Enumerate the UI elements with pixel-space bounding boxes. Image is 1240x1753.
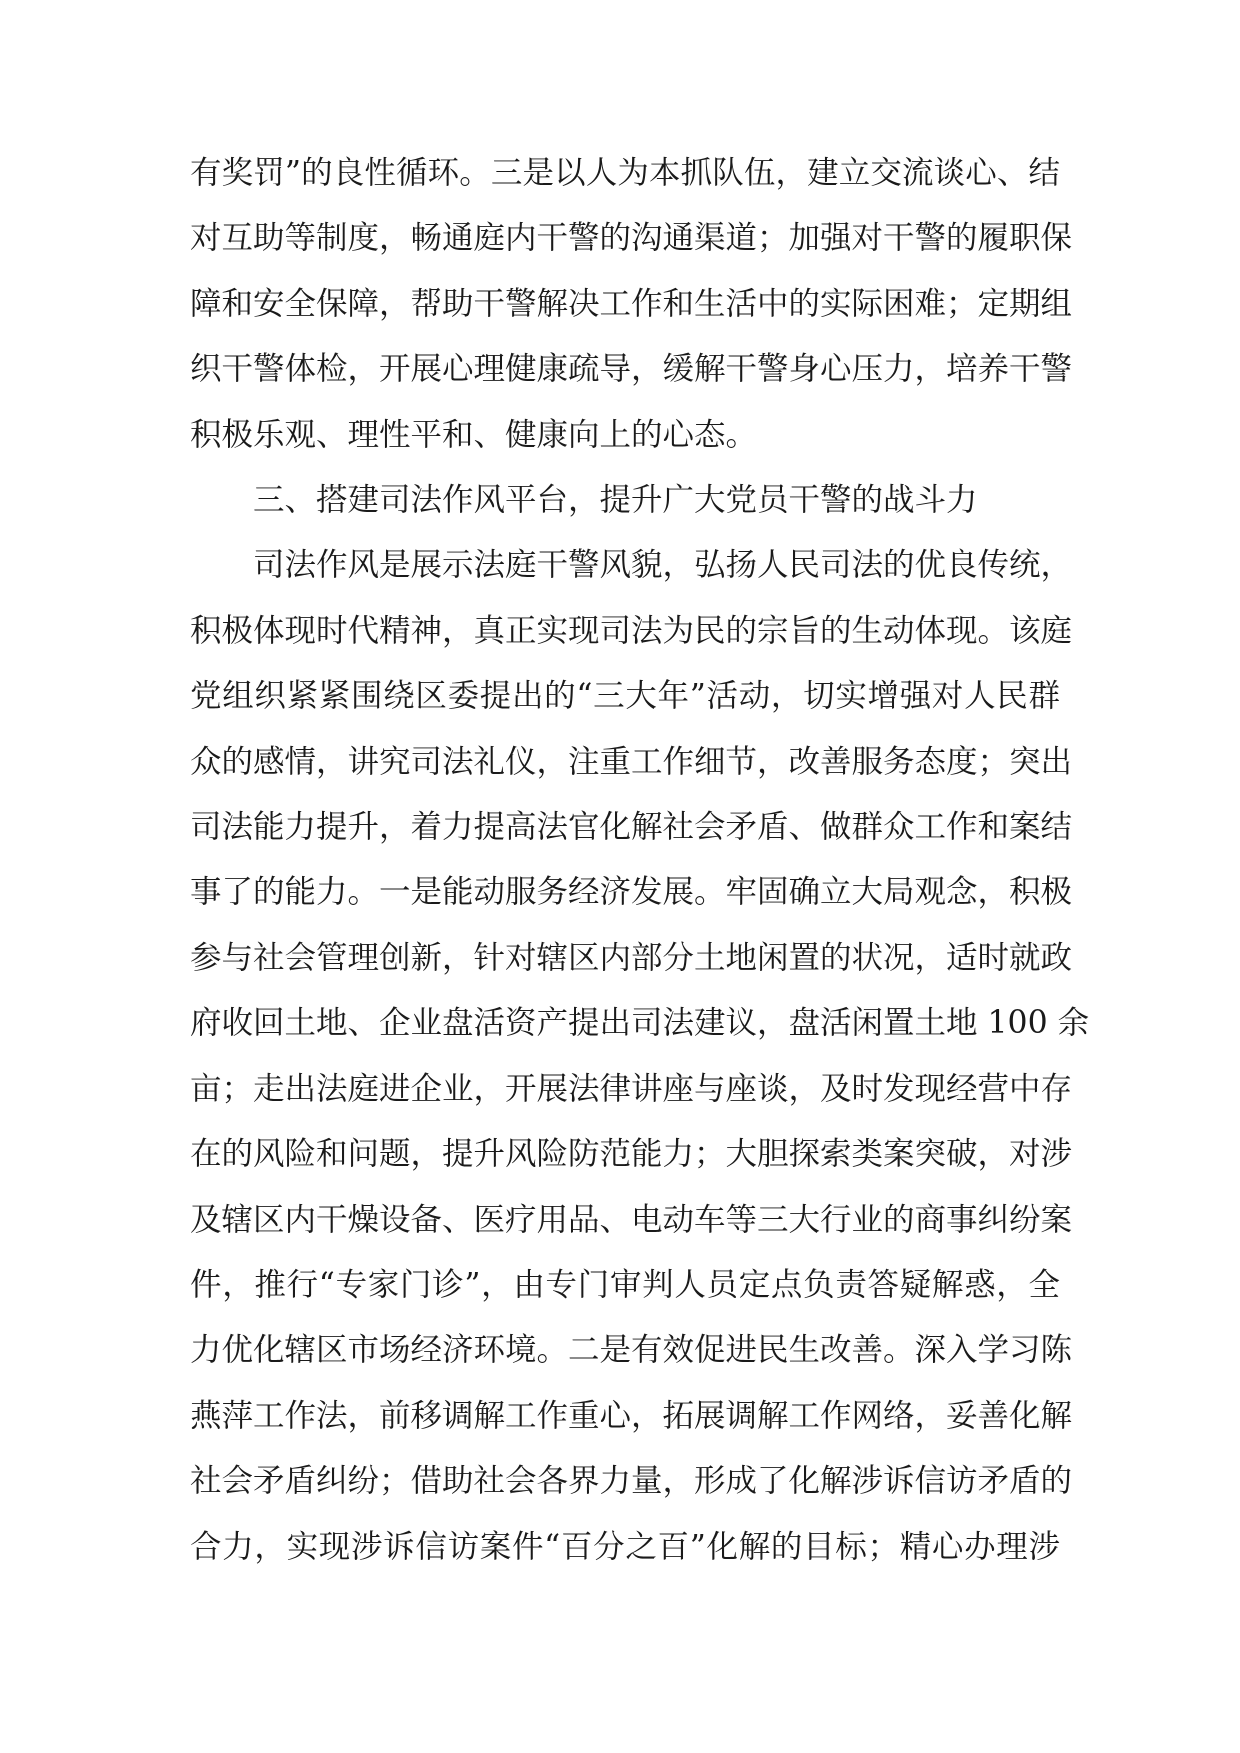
text-line: 及辖区内干燥设备、医疗用品、电动车等三大行业的商事纠纷案 <box>190 1201 1073 1238</box>
text-line: 件，推行“专家门诊”，由专门审判人员定点负责答疑解惑，全 <box>190 1266 1060 1303</box>
body-paragraph-2 <box>190 533 1090 1580</box>
text-line: 社会矛盾纠纷；借助社会各界力量，形成了化解涉诉信访矛盾的 <box>190 1463 1073 1500</box>
text-line: 亩；走出法庭进企业，开展法律讲座与座谈，及时发现经营中存 <box>190 1070 1073 1107</box>
text-line: 积极体现时代精神，真正实现司法为民的宗旨的生动体现。该庭 <box>190 612 1073 649</box>
heading-text: 三、搭建司法作风平台，提升广大党员干警的战斗力 <box>253 482 978 519</box>
text-line: 燕萍工作法，前移调解工作重心，拓展调解工作网络，妥善化解 <box>190 1397 1073 1434</box>
document-page <box>190 141 1090 1580</box>
text-line: 积极乐观、理性平和、健康向上的心态。 <box>190 416 758 453</box>
text-line: 事了的能力。一是能动服务经济发展。牢固确立大局观念，积极 <box>190 874 1073 911</box>
text-line: 参与社会管理创新，针对辖区内部分土地闲置的状况，适时就政 <box>190 939 1073 976</box>
text-line: 合力，实现涉诉信访案件“百分之百”化解的目标；精心办理涉 <box>190 1528 1060 1565</box>
text-line: 在的风险和问题，提升风险防范能力；大胆探索类案突破，对涉 <box>190 1136 1073 1173</box>
text-line: 众的感情，讲究司法礼仪，注重工作细节，改善服务态度；突出 <box>190 743 1073 780</box>
text-line: 对互助等制度，畅通庭内干警的沟通渠道；加强对干警的履职保 <box>190 220 1073 257</box>
body-paragraph-1 <box>190 141 1073 468</box>
text-line: 司法能力提升，着力提高法官化解社会矛盾、做群众工作和案结 <box>190 809 1073 846</box>
text-line: 有奖罚”的良性循环。三是以人为本抓队伍，建立交流谈心、结 <box>190 155 1060 191</box>
text-line: 司法作风是展示法庭干警风貌，弘扬人民司法的优良传统， <box>253 547 1073 584</box>
text-line: 力优化辖区市场经济环境。二是有效促进民生改善。深入学习陈 <box>190 1332 1073 1369</box>
text-line: 府收回土地、企业盘活资产提出司法建议，盘活闲置土地 100 余 <box>190 1005 1090 1042</box>
text-line: 党组织紧紧围绕区委提出的“三大年”活动，切实增强对人民群 <box>190 678 1060 715</box>
text-line: 织干警体检，开展心理健康疏导，缓解干警身心压力，培养干警 <box>190 351 1073 388</box>
text-line: 障和安全保障，帮助干警解决工作和生活中的实际困难；定期组 <box>190 285 1073 322</box>
section-heading-3 <box>190 468 1060 533</box>
